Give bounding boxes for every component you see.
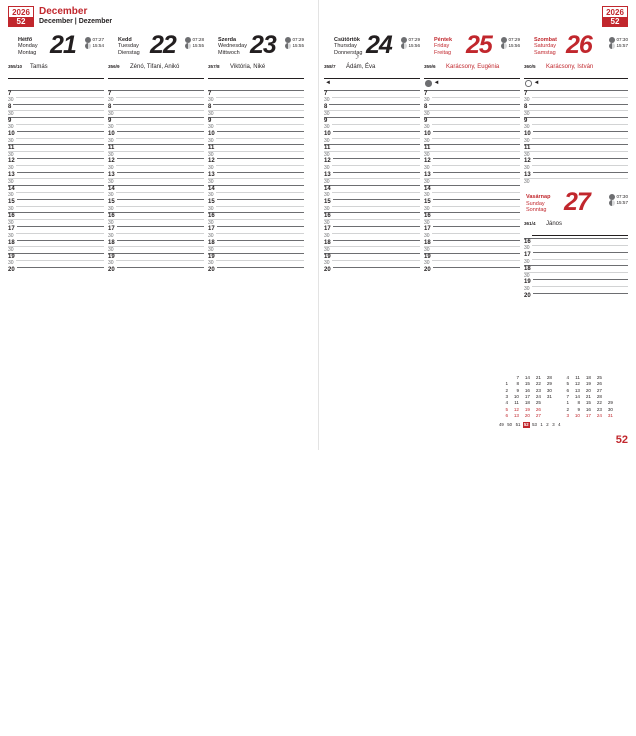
mini-day: 2 xyxy=(505,387,508,393)
name-day-saturday: Karácsony, István xyxy=(546,64,594,70)
sun-times-sunday xyxy=(609,194,629,206)
mini-day: 11 xyxy=(514,400,519,406)
day-header-thursday xyxy=(324,31,420,78)
page-number: 52 xyxy=(615,434,628,446)
hour-label: 8 xyxy=(424,104,428,111)
moon-row-thursday xyxy=(324,79,420,88)
week-chip[interactable]: 1 xyxy=(540,421,543,427)
month-title: December xyxy=(39,6,88,17)
mini-day: 30 xyxy=(607,406,613,412)
hour-label: 16 xyxy=(524,238,531,245)
sunrise-time: 07:28 xyxy=(192,37,204,42)
left-page-header xyxy=(8,6,312,27)
day-header-friday xyxy=(424,31,520,78)
hour-label: 17 xyxy=(424,226,431,233)
sunset-icon xyxy=(501,43,507,49)
hour-label: 7 xyxy=(208,90,212,97)
hour-label: 10 xyxy=(8,131,15,138)
hour-label: 7 xyxy=(424,90,428,97)
name-day-thursday: Ádám, Éva xyxy=(346,64,376,70)
mini-day: 21 xyxy=(535,374,541,380)
hour-label: 9 xyxy=(424,117,428,124)
day-ordinal-sunday: 361/4 xyxy=(524,221,536,227)
mini-day: 24 xyxy=(535,393,541,399)
day-name-en: Monday xyxy=(18,43,38,50)
moon-row-monday xyxy=(8,79,104,88)
name-day-friday: Karácsony, Eugénia xyxy=(446,64,500,70)
hour-label: 20 xyxy=(424,267,431,274)
mini-calendar-right-block xyxy=(559,375,614,420)
new-moon-icon xyxy=(525,80,532,87)
mini-day: 3 xyxy=(566,413,569,419)
mini-day: 29 xyxy=(607,400,613,406)
hour-label: 11 xyxy=(424,144,431,151)
name-day-wednesday: Viktória, Niké xyxy=(230,64,266,70)
hour-label: 13 xyxy=(424,172,431,179)
sunset-time: 15:54 xyxy=(92,43,104,49)
sunset-icon xyxy=(185,43,191,49)
hour-label: 13 xyxy=(208,172,215,179)
day-name-en: Wednesday xyxy=(218,43,247,50)
hour-label: 7 xyxy=(524,90,528,97)
sunrise-time: 07:27 xyxy=(92,37,104,42)
mini-day: 5 xyxy=(566,381,569,387)
hour-grid-wednesday[interactable]: 7 30 8 30 9 30 10 30 11 30 12 30 13 30 14 30 15 30 16 30 17 30 18 30 19 30 20 xyxy=(208,90,304,280)
mini-day: 22 xyxy=(596,400,602,406)
mini-day: 18 xyxy=(585,374,591,380)
day-name-hu: Péntek xyxy=(434,37,453,43)
hour-label: 7 xyxy=(8,90,12,97)
hour-label: 18 xyxy=(324,240,331,247)
mini-day: 8 xyxy=(577,400,580,406)
day-name-hu: Szombat xyxy=(534,37,557,43)
mini-day: 2 xyxy=(566,406,569,412)
mini-day: 17 xyxy=(585,413,591,419)
sun-times-monday xyxy=(85,37,105,49)
divider xyxy=(524,235,628,236)
arrow-marker-icon: ◄ xyxy=(533,80,540,87)
sunset-time: 15:56 xyxy=(408,43,420,49)
hour-label: 17 xyxy=(8,226,15,233)
moon-row-friday xyxy=(424,79,520,88)
sunrise-icon xyxy=(185,37,191,43)
day-name-hu: Hétfő xyxy=(18,37,33,43)
hour-label: 10 xyxy=(208,131,215,138)
arrow-marker-icon: ◄ xyxy=(325,80,331,87)
hour-label: 17 xyxy=(108,226,115,233)
day-name-en: Friday xyxy=(434,43,450,50)
sunset-time: 15:55 xyxy=(192,43,204,49)
hour-label: 18 xyxy=(208,240,215,247)
mini-day: 31 xyxy=(607,413,613,419)
day-header-tuesday xyxy=(108,31,204,78)
day-names-friday xyxy=(434,37,452,56)
hour-label: 18 xyxy=(8,240,15,247)
hour-label: 7 xyxy=(108,90,112,97)
mini-day: 29 xyxy=(546,381,552,387)
day-ordinal-wednesday: 357/8 xyxy=(208,64,220,69)
sunrise-time: 07:29 xyxy=(292,37,304,42)
mini-day: 9 xyxy=(516,387,519,393)
week-chip[interactable]: 51 xyxy=(515,421,521,427)
hour-label: 13 xyxy=(524,172,531,179)
day-ordinal-saturday: 360/5 xyxy=(524,64,536,69)
week-chip[interactable]: 49 xyxy=(499,421,504,427)
day-name-hu: Vasárnap xyxy=(526,194,551,201)
mini-day: 19 xyxy=(524,406,530,412)
year-week-badge-right xyxy=(602,6,628,27)
hour-label: 16 xyxy=(324,212,331,219)
week-number-strip[interactable] xyxy=(498,422,623,428)
mini-day: 1 xyxy=(505,381,508,387)
mini-day: 9 xyxy=(577,406,580,412)
hour-label: 17 xyxy=(524,252,531,259)
mini-day: 6 xyxy=(566,387,569,393)
sunrise-icon xyxy=(609,194,615,200)
mini-day: 30 xyxy=(546,387,552,393)
hour-label: 18 xyxy=(108,240,115,247)
mini-day: 15 xyxy=(585,400,591,406)
day-name-de: Sonntag xyxy=(526,206,547,213)
hour-label: 19 xyxy=(8,253,15,260)
mini-day: 7 xyxy=(566,393,569,399)
hour-label: 15 xyxy=(208,199,215,206)
full-moon-icon xyxy=(425,80,432,87)
hour-label: 11 xyxy=(324,144,331,151)
day-names-sunday xyxy=(526,194,550,213)
sun-times-wednesday xyxy=(285,37,305,49)
hour-label: 18 xyxy=(524,265,531,272)
sunrise-icon xyxy=(501,37,507,43)
hour-label: 8 xyxy=(324,104,328,111)
mini-day: 12 xyxy=(513,406,519,412)
day-name-de: Freitag xyxy=(434,49,452,56)
mini-day: 15 xyxy=(524,381,530,387)
sunrise-icon xyxy=(285,37,291,43)
mini-day: 16 xyxy=(524,387,530,393)
hour-label: 12 xyxy=(8,158,15,165)
year-week-badge xyxy=(8,6,34,27)
day-column-wednesday xyxy=(208,31,308,280)
day-ordinal-friday: 359/6 xyxy=(424,64,436,69)
mini-day: 23 xyxy=(596,406,602,412)
hour-label: 10 xyxy=(324,131,331,138)
week-chip[interactable]: 53 xyxy=(532,421,537,427)
mini-day: 26 xyxy=(596,381,602,387)
hour-label: 9 xyxy=(108,117,112,124)
hour-label: 7 xyxy=(324,90,328,97)
day-names-wednesday xyxy=(218,37,247,56)
day-number-tuesday: 22 xyxy=(150,31,176,59)
mini-day: 5 xyxy=(505,406,508,412)
hour-label: 19 xyxy=(424,253,431,260)
day-number-wednesday: 23 xyxy=(250,31,276,59)
day-names-saturday xyxy=(534,37,557,56)
mini-day: 22 xyxy=(535,381,541,387)
sun-times-saturday xyxy=(609,37,629,49)
hour-label: 13 xyxy=(8,172,15,179)
mini-day: 20 xyxy=(585,387,591,393)
sunset-icon xyxy=(401,43,407,49)
hour-label: 8 xyxy=(8,104,12,111)
day-name-de: Mittwoch xyxy=(218,49,240,56)
day-number-friday: 25 xyxy=(466,31,492,59)
hour-label: 15 xyxy=(8,199,15,206)
mini-day: 20 xyxy=(524,413,530,419)
mini-calendar-left-block xyxy=(498,375,553,420)
week-number-badge: 52 xyxy=(603,17,627,26)
hour-label: 20 xyxy=(108,267,115,274)
day-column-friday xyxy=(424,31,524,306)
hour-label: 20 xyxy=(208,267,215,274)
hour-label: 16 xyxy=(208,212,215,219)
hour-label: 16 xyxy=(108,212,115,219)
hour-label: 9 xyxy=(8,117,12,124)
mini-day: 1 xyxy=(566,400,569,406)
hour-label: 9 xyxy=(524,117,528,124)
sunset-icon xyxy=(85,43,91,49)
week-number-badge: 52 xyxy=(9,17,33,26)
day-name-en: Saturday xyxy=(534,43,557,50)
mini-day: 12 xyxy=(574,381,580,387)
arrow-marker-icon: ◄ xyxy=(433,80,440,87)
day-header-monday xyxy=(8,31,104,78)
sunrise-icon xyxy=(401,37,407,43)
day-column-tuesday xyxy=(108,31,208,280)
name-day-monday: Tamás xyxy=(30,64,48,70)
day-column-thursday xyxy=(324,31,424,306)
sunset-icon xyxy=(609,43,615,49)
sunrise-time: 07:29 xyxy=(508,37,520,42)
hour-label: 14 xyxy=(108,185,115,192)
mini-day: 25 xyxy=(596,374,602,380)
left-day-columns xyxy=(8,31,312,280)
mini-day: 14 xyxy=(574,393,580,399)
day-header-sunday xyxy=(524,188,628,235)
hour-label: 14 xyxy=(324,185,331,192)
hour-label: 14 xyxy=(8,185,15,192)
day-name-de: Dienstag xyxy=(118,49,140,56)
sun-times-thursday xyxy=(401,37,421,49)
hour-grid-sunday[interactable]: 16 30 17 30 18 30 19 30 20 xyxy=(524,238,628,306)
right-day-columns xyxy=(324,31,628,306)
hour-label: 15 xyxy=(424,199,431,206)
month-subtitle: December | Dezember xyxy=(39,18,113,25)
sun-times-friday xyxy=(501,37,521,49)
mini-day: 25 xyxy=(535,400,541,406)
week-chip[interactable]: 4 xyxy=(558,421,561,427)
day-column-weekend xyxy=(524,31,628,306)
hour-label: 8 xyxy=(108,104,112,111)
right-page xyxy=(318,0,636,450)
hour-label: 10 xyxy=(524,131,531,138)
hour-label: 15 xyxy=(324,199,331,206)
hour-grid-tuesday[interactable]: 7 30 8 30 9 30 10 30 11 30 12 30 13 30 14 30 15 30 16 30 17 30 18 30 19 30 20 xyxy=(108,90,204,280)
hour-label: 10 xyxy=(424,131,431,138)
mini-day: 31 xyxy=(546,393,552,399)
day-header-saturday xyxy=(524,31,628,78)
sunset-time: 15:56 xyxy=(508,43,520,49)
mini-day: 13 xyxy=(574,387,580,393)
hour-label: 11 xyxy=(208,144,215,151)
hour-label: 12 xyxy=(524,158,531,165)
hour-label: 19 xyxy=(524,279,531,286)
mini-day: 18 xyxy=(524,400,530,406)
mini-day: 28 xyxy=(546,374,552,380)
moon-row-wednesday xyxy=(208,79,304,88)
day-name-de: Samstag xyxy=(534,49,556,56)
hour-label: 13 xyxy=(324,172,331,179)
left-page xyxy=(0,0,318,450)
hour-label: 20 xyxy=(324,267,331,274)
mini-day: 4 xyxy=(505,400,508,406)
mini-day: 26 xyxy=(535,406,541,412)
hour-label: 20 xyxy=(524,293,531,300)
mini-day: 24 xyxy=(596,413,602,419)
hour-label: 9 xyxy=(208,117,212,124)
mini-day: 7 xyxy=(516,374,519,380)
sunset-icon xyxy=(285,43,291,49)
sunset-time: 15:57 xyxy=(616,43,628,49)
hour-label: 13 xyxy=(108,172,115,179)
sunrise-time: 07:30 xyxy=(616,194,628,200)
moon-row-tuesday xyxy=(108,79,204,88)
hour-label: 8 xyxy=(208,104,212,111)
day-name-de: Montag xyxy=(18,49,37,56)
week-chip[interactable]: 3 xyxy=(552,421,555,427)
hour-label: 11 xyxy=(8,144,15,151)
mini-day: 10 xyxy=(574,413,580,419)
mini-day: 6 xyxy=(505,413,508,419)
mini-day: 27 xyxy=(596,387,602,393)
hour-label: 10 xyxy=(108,131,115,138)
mini-day: 8 xyxy=(516,381,519,387)
day-name-de: Donnerstag xyxy=(334,49,363,56)
hour-label: 12 xyxy=(324,158,331,165)
sunrise-icon xyxy=(609,37,615,43)
hour-label: 9 xyxy=(324,117,328,124)
day-number-sunday: 27 xyxy=(564,188,590,217)
year-label: 2026 xyxy=(606,8,624,17)
year-label: 2026 xyxy=(12,8,30,17)
mini-day: 13 xyxy=(513,413,519,419)
sunset-time: 15:55 xyxy=(292,43,304,49)
day-name-en: Tuesday xyxy=(118,43,139,50)
day-number-thursday: 24 xyxy=(366,31,392,59)
mini-day: 28 xyxy=(596,393,602,399)
right-page-header xyxy=(324,6,628,27)
day-names-monday xyxy=(18,37,38,56)
day-name-en: Sunday xyxy=(526,200,545,207)
sunrise-time: 07:29 xyxy=(408,37,420,42)
hour-label: 15 xyxy=(108,199,115,206)
week-chip[interactable]: 50 xyxy=(507,421,513,427)
hour-label: 14 xyxy=(424,185,431,192)
day-name-en: Thursday xyxy=(334,43,357,50)
name-day-tuesday: Zénó, Tifani, Anikó xyxy=(130,64,180,70)
hour-label: 18 xyxy=(424,240,431,247)
hour-label: 14 xyxy=(208,185,215,192)
name-day-sunday: János xyxy=(546,221,563,228)
mini-day: 14 xyxy=(524,374,530,380)
day-name-hu: Szerda xyxy=(218,37,237,43)
mini-day: 23 xyxy=(535,387,541,393)
hour-grid-friday[interactable]: 7 30 8 30 9 30 10 30 11 30 12 30 13 30 14 30 15 30 16 30 17 30 18 30 19 30 20 xyxy=(424,90,520,280)
mini-calendar[interactable] xyxy=(498,375,623,428)
day-names-tuesday xyxy=(118,37,140,56)
week-chip-current[interactable]: 52 xyxy=(523,421,529,427)
sunset-time: 15:57 xyxy=(616,200,628,206)
hour-label: 17 xyxy=(324,226,331,233)
hour-grid-monday[interactable]: 7 30 8 30 9 30 10 30 11 30 12 30 13 30 14 30 15 30 16 30 17 30 18 30 19 30 20 xyxy=(8,90,104,280)
hour-label: 20 xyxy=(8,267,15,274)
moon-row-saturday xyxy=(524,79,628,88)
day-name-hu: Csütörtök xyxy=(334,37,360,43)
hour-grid-saturday[interactable]: 7 30 8 30 9 30 10 30 11 30 12 30 13 30 xyxy=(524,90,628,185)
hour-label: 16 xyxy=(424,212,431,219)
hour-label: 19 xyxy=(108,253,115,260)
day-ordinal-thursday: 358/7 xyxy=(324,64,336,69)
day-name-hu: Kedd xyxy=(118,37,132,43)
sunrise-icon xyxy=(85,37,91,43)
hour-label: 8 xyxy=(524,104,528,111)
day-ordinal-tuesday: 356/9 xyxy=(108,64,120,69)
mini-day: 21 xyxy=(585,393,591,399)
daylight-icon: ☽ xyxy=(353,54,360,61)
hour-grid-thursday[interactable]: 7 30 8 30 9 30 10 30 11 30 12 30 13 30 14 30 15 30 16 30 17 30 18 30 19 30 20 xyxy=(324,90,420,280)
mini-day: 3 xyxy=(505,393,508,399)
hour-label: 12 xyxy=(208,158,215,165)
mini-day: 10 xyxy=(513,393,519,399)
day-number-saturday: 26 xyxy=(566,31,592,59)
hour-label: 11 xyxy=(108,144,115,151)
day-ordinal-monday: 355/10 xyxy=(8,64,23,69)
mini-day: 16 xyxy=(585,406,591,412)
hour-label: 11 xyxy=(524,144,531,151)
hour-label: 19 xyxy=(324,253,331,260)
hour-label: 12 xyxy=(424,158,431,165)
day-column-monday xyxy=(8,31,108,280)
week-chip[interactable]: 2 xyxy=(546,421,549,427)
sunset-icon xyxy=(609,200,615,206)
sun-times-tuesday xyxy=(185,37,205,49)
mini-day: 19 xyxy=(585,381,591,387)
sunrise-time: 07:30 xyxy=(616,37,628,42)
day-header-wednesday xyxy=(208,31,304,78)
hour-label: 16 xyxy=(8,212,15,219)
mini-day: 27 xyxy=(535,413,541,419)
hour-label: 19 xyxy=(208,253,215,260)
mini-day: 11 xyxy=(575,374,580,380)
mini-day: 17 xyxy=(524,393,530,399)
hour-label: 12 xyxy=(108,158,115,165)
day-number-monday: 21 xyxy=(50,31,76,59)
hour-label: 17 xyxy=(208,226,215,233)
mini-day: 4 xyxy=(566,374,569,380)
